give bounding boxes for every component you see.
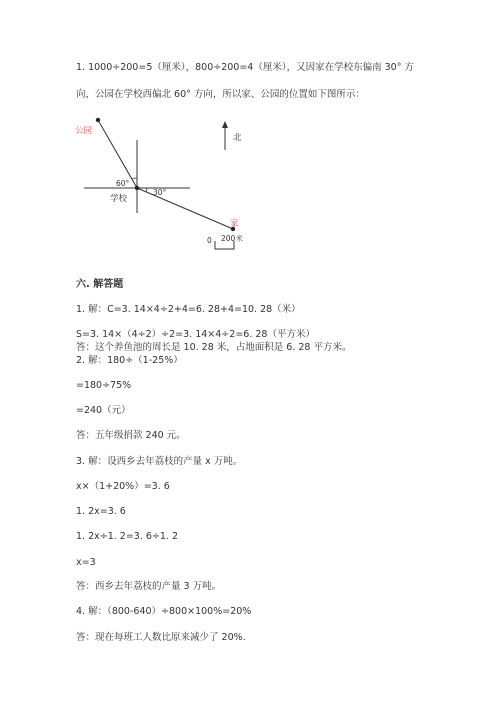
answer-line: 答：现在每班工人数比原来减少了 20%. bbox=[76, 632, 246, 643]
angle-60-arc bbox=[132, 178, 137, 179]
answer-line: 1. 2x=3. 6 bbox=[76, 506, 126, 517]
answer-line: S=3. 14×（4÷2）÷2=3. 14×4÷2=6. 28（平方米） bbox=[76, 329, 315, 340]
park-label: 公园 bbox=[75, 126, 93, 136]
angle-30-arc bbox=[146, 188, 147, 192]
home-label: 家 bbox=[230, 219, 239, 229]
answer-line: 1. 解：C=3. 14×4÷2+4=6. 28+4=10. 28（米） bbox=[76, 304, 301, 315]
angle-30-label: 30° bbox=[153, 188, 167, 197]
answer-line: x×（1+20%）=3. 6 bbox=[76, 481, 170, 492]
answer-line: 1. 2x÷1. 2=3. 6÷1. 2 bbox=[76, 531, 179, 542]
scale-zero-label: 0 bbox=[207, 236, 212, 245]
answer-line: =180÷75% bbox=[76, 380, 132, 391]
answer-line: 答：西乡去年荔枝的产量 3 万吨。 bbox=[76, 581, 222, 592]
angle-60-label: 60° bbox=[116, 179, 130, 188]
answer-line: 答：这个养鱼池的周长是 10. 28 米，占地面积是 6. 28 平方米。 bbox=[76, 342, 352, 353]
park-point bbox=[96, 118, 100, 122]
answer-line: 4. 解：（800-640）÷800×100%=20% bbox=[76, 606, 252, 617]
north-arrow-icon bbox=[222, 121, 228, 128]
answer-line: 答：五年级捐款 240 元。 bbox=[76, 430, 186, 441]
section-6-title: 六. 解答题 bbox=[76, 279, 124, 290]
scale-length-label: 200米 bbox=[221, 234, 243, 243]
answer-line: =240（元） bbox=[76, 405, 131, 416]
problem-5-line-1: 1. 1000÷200=5（厘米），800÷200=4（厘米），又因家在学校东偏南 30° 方 bbox=[76, 62, 414, 73]
school-home-line bbox=[137, 188, 233, 229]
school-point bbox=[135, 186, 139, 190]
school-park-line bbox=[98, 120, 137, 188]
answer-line: x=3 bbox=[76, 557, 96, 568]
problem-5-line-2: 向，公园在学校西偏北 60° 方向，所以家、公园的位置如下图所示： bbox=[76, 89, 365, 100]
north-label: 北 bbox=[233, 133, 242, 143]
answer-line: 2. 解：180÷（1-25%） bbox=[76, 355, 183, 366]
school-label: 学校 bbox=[110, 194, 128, 204]
answer-line: 3. 解：设西乡去年荔枝的产量 x 万吨。 bbox=[76, 456, 243, 467]
